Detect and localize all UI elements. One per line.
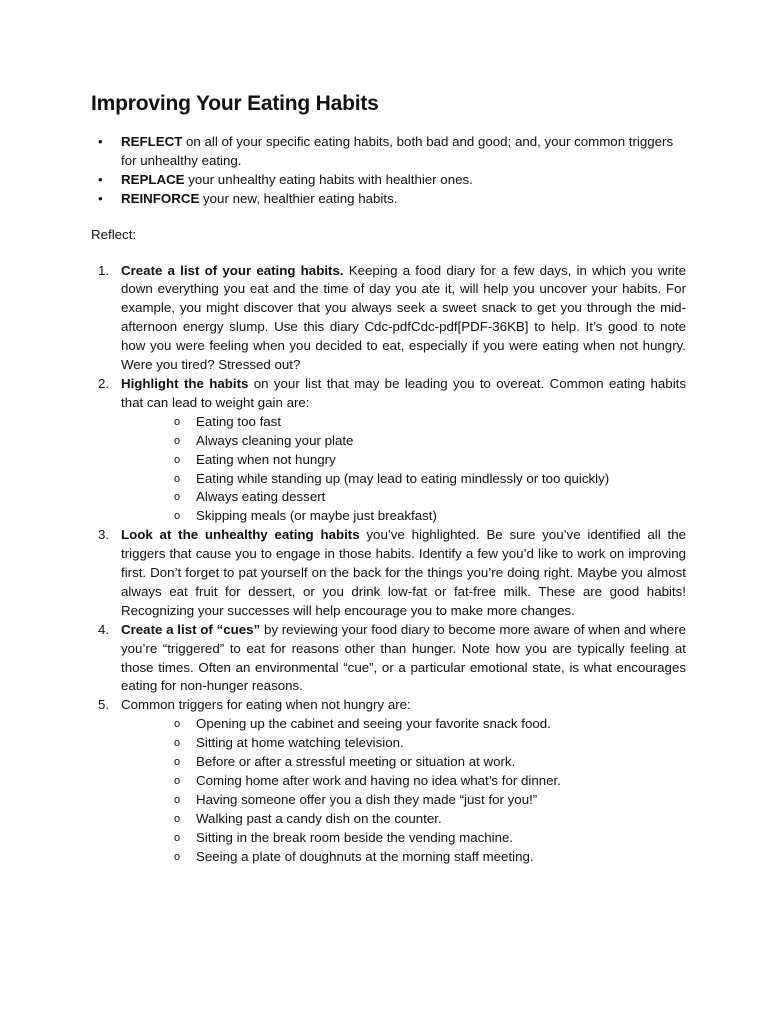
step-number: 5. — [98, 697, 110, 713]
sublist-text: Eating too fast — [196, 413, 282, 429]
step-number: 4. — [98, 621, 110, 637]
sublist-item — [166, 488, 686, 507]
sublist-item — [166, 791, 686, 810]
step-text: Common triggers for eating when not hungry are: — [121, 697, 411, 713]
sublist-text: Opening up the cabinet and seeing your favorite snack food. — [196, 716, 551, 732]
sublist-item — [166, 413, 686, 432]
steps-list — [91, 262, 686, 867]
summary-bullet-list — [91, 133, 686, 209]
circle-bullet-icon: o — [174, 491, 181, 504]
step-item-4 — [91, 621, 686, 697]
sublist-text: Coming home after work and having no idea what’s for dinner. — [196, 773, 561, 788]
circle-bullet-icon: o — [174, 850, 181, 863]
sublist-item — [166, 451, 686, 470]
step-paragraph — [121, 696, 686, 715]
bullet-keyword: REINFORCE — [121, 190, 200, 206]
circle-bullet-icon: o — [174, 737, 181, 750]
circle-bullet-icon: o — [174, 434, 181, 447]
step-item-5 — [91, 696, 686, 866]
step-text: you’ve highlighted. Be sure you’ve identified all the triggers that cause you to engage in those habits. Identify a few you’d like to work on improving first. Don’t forget to pat yourself on the back for the things you’re doing right. Maybe you almost always eat fruit for dessert, or you drink low-fat or fat-free milk. These are good habits! Recognizing your successes will help encourage you to make more changes. — [121, 527, 686, 618]
step-text: Keeping a food diary for a few days, in which you write down everything you eat and the time of day you ate it, will help you uncover your habits. For example, you might discover that you always seek a sweet snack to get you through the mid-afternoon energy slump. Use this diary Cdc-pdfCdc-pdf[PDF-36KB] to help. It’s good to note how you were feeling when you decided to eat, especially if you were eating when not hungry. Were you tired? Stressed out? — [121, 262, 686, 373]
sublist-text: Eating when not hungry — [196, 451, 336, 467]
step-paragraph — [121, 375, 686, 413]
sublist-item — [166, 829, 686, 848]
step-text: on your list that may be leading you to overeat. Common eating habits that can lead to weight gain are: — [121, 375, 687, 410]
sublist-text: Eating while standing up (may lead to eating mindlessly or too quickly) — [196, 470, 610, 486]
bullet-icon: • — [98, 134, 103, 149]
sublist-item — [166, 810, 686, 829]
bullet-item-reflect — [91, 133, 686, 171]
step-paragraph — [121, 526, 686, 621]
sublist-item — [166, 753, 686, 772]
sublist-item — [166, 734, 686, 753]
step-heading: Highlight the habits — [121, 375, 249, 391]
reflect-label: Reflect: — [91, 226, 137, 242]
sublist-text: Seeing a plate of doughnuts at the morning staff meeting. — [196, 848, 534, 864]
step-number: 1. — [98, 262, 110, 278]
sublist-item — [166, 848, 686, 867]
circle-bullet-icon: o — [174, 831, 181, 844]
circle-bullet-icon: o — [174, 453, 181, 466]
sublist-item — [166, 432, 686, 451]
circle-bullet-icon: o — [174, 718, 181, 731]
page-title: Improving Your Eating Habits — [91, 92, 379, 115]
sublist-text: Before or after a stressful meeting or situation at work. — [196, 754, 516, 770]
step-paragraph — [121, 621, 686, 697]
circle-bullet-icon: o — [174, 415, 181, 428]
step-number: 2. — [98, 375, 110, 391]
sublist-text: Always eating dessert — [196, 489, 326, 505]
sublist-text: Walking past a candy dish on the counter. — [196, 810, 442, 826]
triggers-sublist — [121, 715, 686, 866]
sublist-item — [166, 772, 686, 791]
sublist-item — [166, 470, 686, 489]
circle-bullet-icon: o — [174, 775, 181, 787]
step-heading: Create a list of “cues” — [121, 621, 261, 637]
circle-bullet-icon: o — [174, 756, 181, 769]
bullet-text: your new, healthier eating habits. — [199, 190, 398, 206]
sublist-text: Skipping meals (or maybe just breakfast) — [196, 508, 437, 524]
bullet-keyword: REFLECT — [121, 134, 183, 149]
circle-bullet-icon: o — [174, 510, 181, 523]
bullet-text: on all of your specific eating habits, both bad and good; and, your common triggers for unhealthy eating. — [121, 134, 674, 168]
bullet-icon: • — [98, 171, 103, 187]
sublist-text: Sitting at home watching television. — [196, 735, 404, 751]
circle-bullet-icon: o — [174, 472, 181, 485]
circle-bullet-icon: o — [174, 793, 181, 806]
step-paragraph — [121, 262, 686, 375]
step-heading: Create a list of your eating habits. — [121, 262, 344, 278]
bullet-text: your unhealthy eating habits with healthier ones. — [184, 171, 473, 187]
step-text: by reviewing your food diary to become more aware of when and where you’re “triggered” to eat for reasons other than hunger. Note how you are typically feeling at those times. Often an environmental “cue”, or a particular emotional state, is what encourages eating for non-hunger reasons. — [121, 621, 686, 694]
step-item-3 — [91, 526, 686, 621]
sublist-item — [166, 715, 686, 734]
bullet-icon: • — [98, 190, 103, 206]
sublist-text: Having someone offer you a dish they made “just for you!” — [196, 791, 538, 807]
step-item-1 — [91, 262, 686, 375]
bullet-item-reinforce — [91, 190, 686, 209]
sublist-text: Sitting in the break room beside the vending machine. — [196, 829, 514, 845]
circle-bullet-icon: o — [174, 812, 181, 825]
bullet-keyword: REPLACE — [121, 171, 185, 187]
sublist-item — [166, 507, 686, 526]
step-heading: Look at the unhealthy eating habits — [121, 527, 360, 543]
step-item-2 — [91, 375, 686, 526]
step-number: 3. — [98, 527, 110, 543]
sublist-text: Always cleaning your plate — [196, 432, 354, 448]
bullet-item-replace — [91, 171, 686, 190]
eating-habits-sublist — [121, 413, 686, 526]
